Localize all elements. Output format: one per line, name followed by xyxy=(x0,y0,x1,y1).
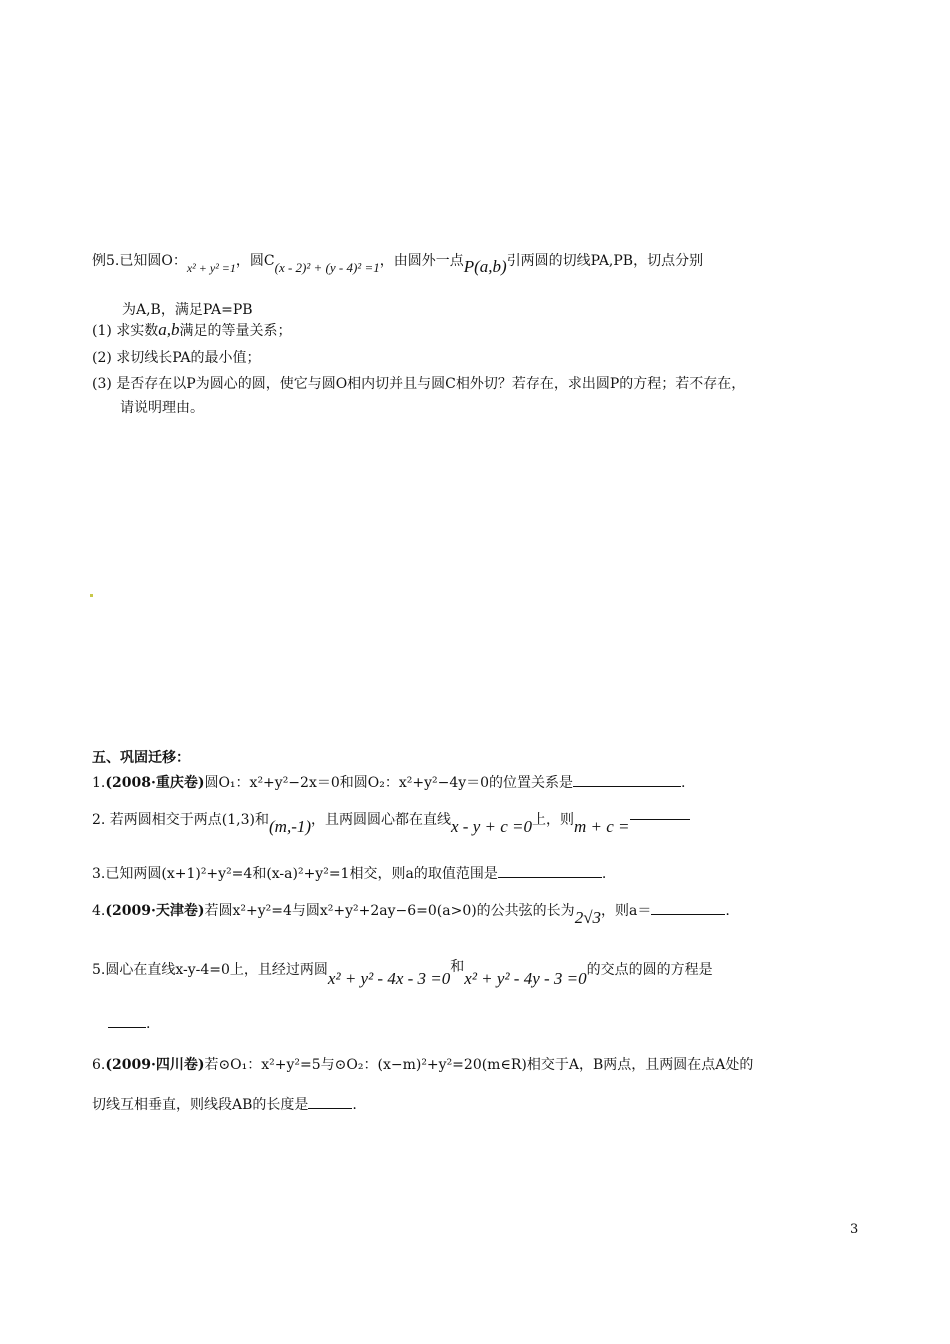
example5-text2: ，圆C xyxy=(235,253,275,269)
example5-q3-line1: (3) 是否存在以P为圆心的圆，使它与圆O相内切并且与圆C相外切？若存在，求出圆P的方程；若不存在， xyxy=(92,376,746,392)
answer-blank-1 xyxy=(573,786,681,787)
circle-c-equation: (x - 2)² + (y - 4)² =1 xyxy=(274,260,380,275)
problem-6-line1: 6.(2009·四川卷)若⊙O₁：x²+y²=5与⊙O₂：(x−m)²+y²=20(m∈R)相交于A，B两点，且两圆在点A处的 xyxy=(92,1057,754,1073)
problem-5: 5.圆心在直线x-y-4=0上，且经过两圆x² + y² - 4x - 3 =0和x² + y² - 4y - 3 =0的交点的圆的方程是 xyxy=(92,959,713,988)
example5-label: 例5.已知圆O： xyxy=(92,253,187,269)
problem-1-source: (2008·重庆卷) xyxy=(105,775,205,791)
answer-blank-4 xyxy=(651,914,725,915)
answer-blank-6 xyxy=(308,1108,352,1109)
problem-5-answer: . xyxy=(108,1014,150,1034)
answer-blank-3 xyxy=(498,877,602,878)
example5-text3: ，由圆外一点 xyxy=(379,253,464,269)
example5-q2: (2) 求切线长PA的最小值； xyxy=(92,350,261,366)
example5-line1 xyxy=(92,250,704,276)
section-heading: 五、巩固迁移： xyxy=(92,750,190,766)
problem-1: 1.(2008·重庆卷)圆O₁：x²+y²−2x＝0和圆O₂：x²+y²−4y＝0的位置关系是 . xyxy=(92,775,686,791)
problem-4: 4.(2009·天津卷)若圆x²+y²=4与圆x²+y²+2ay−6=0(a>0)的公共弦的长为2√3，则a＝ . xyxy=(92,903,730,927)
example5-q1: (1) 求实数a,b满足的等量关系； xyxy=(92,320,292,339)
answer-blank-5 xyxy=(108,1027,146,1028)
problem-3: 3.已知两圆(x+1)²+y²=4和(x-a)²+y²=1相交，则a的取值范围是 . xyxy=(92,866,607,882)
stray-mark xyxy=(90,594,93,597)
problem-2: 2. 若两圆相交于两点(1,3)和(m,-1)，且两圆圆心都在直线x - y + c =0上，则m + c = xyxy=(92,809,690,830)
example5-text4: 引两圆的切线PA,PB，切点分别 xyxy=(506,253,704,269)
problem-6-source: (2009·四川卷) xyxy=(105,1057,205,1073)
problem-6-line2: 切线互相垂直，则线段AB的长度是 . xyxy=(92,1097,357,1113)
example5-line2: 为A,B，满足PA=PB xyxy=(122,302,253,318)
point-p: P(a,b) xyxy=(463,257,507,276)
circle-o-equation: x² + y² =1 xyxy=(186,261,236,275)
var-ab: a,b xyxy=(158,320,180,339)
page-number: 3 xyxy=(850,1222,859,1237)
answer-blank-2 xyxy=(630,819,690,820)
problem-4-source: (2009·天津卷) xyxy=(105,903,205,919)
example5-q3-line2: 请说明理由。 xyxy=(120,400,204,416)
